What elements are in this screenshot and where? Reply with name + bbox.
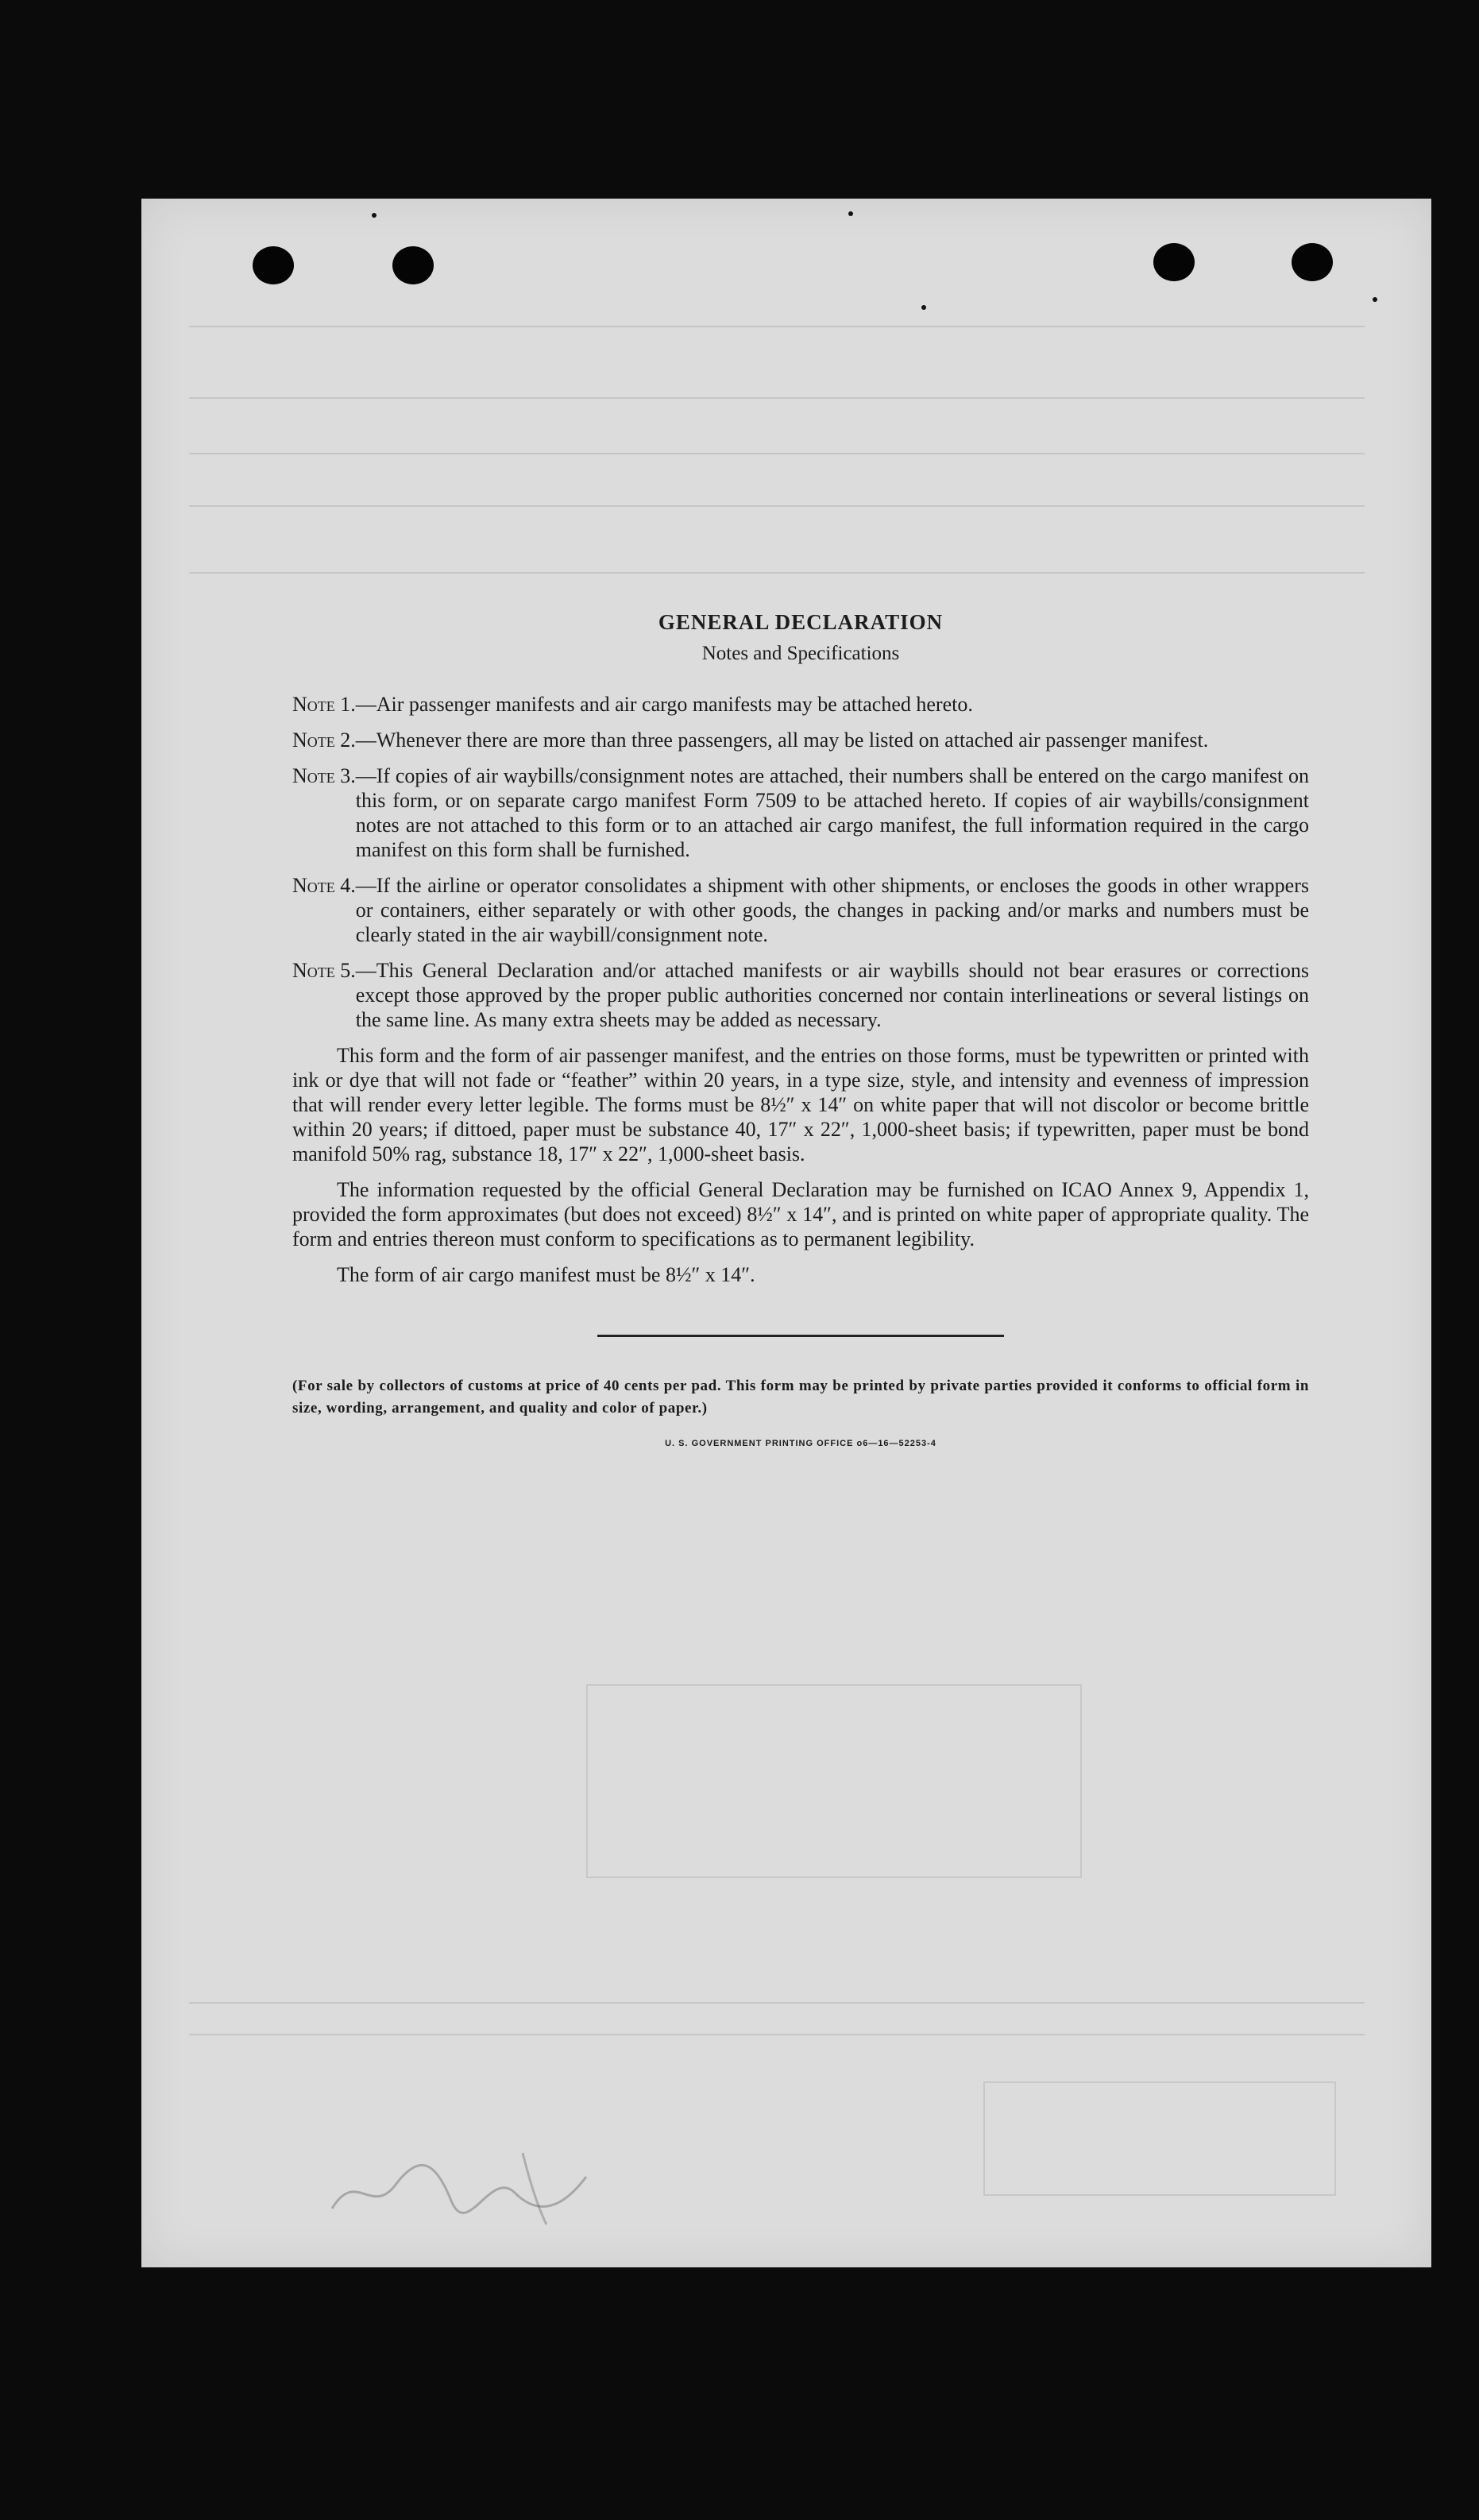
- bleed-through-table: [983, 2081, 1336, 2196]
- note-label: Note 5.: [292, 959, 356, 982]
- note-1: [292, 692, 1309, 717]
- document-subtitle: Notes and Specifications: [701, 643, 900, 664]
- document-title: GENERAL DECLARATION: [658, 610, 944, 634]
- note-label: Note 2.: [292, 729, 356, 752]
- scan-speck: [848, 211, 853, 216]
- punch-hole-left-2: [392, 246, 434, 284]
- declaration-notes: [292, 610, 1309, 1448]
- bleed-through-line: [189, 326, 1365, 327]
- bleed-through-line: [189, 453, 1365, 454]
- bleed-through-line: [189, 505, 1365, 507]
- bleed-through-table: [586, 1684, 1082, 1878]
- scanned-page: [141, 199, 1431, 2267]
- bleed-through-line: [189, 572, 1365, 574]
- specification-paragraph: The form of air cargo manifest must be 8½″ x 14″.: [337, 1263, 755, 1286]
- signature-bleed-through: [324, 2137, 626, 2232]
- bleed-through-line: [189, 2034, 1365, 2035]
- bleed-through-line: [189, 2002, 1365, 2004]
- printing-office-imprint: U. S. GOVERNMENT PRINTING OFFICE o6—16—52253-4: [665, 1439, 936, 1448]
- note-3: [292, 763, 1309, 862]
- specification-paragraph: The information requested by the official General Declaration may be furnished on ICAO Annex 9, Appendix 1, provided the form approximates (but does not exceed) 8½″ x 14″, and is printed on white paper of appropriate quality. The form and entries thereon must conform to specifications as to permanent legibility.: [292, 1178, 1309, 1250]
- note-text: —If copies of air waybills/consignment notes are attached, their numbers shall be entered on the cargo manifest on this form, or on separate cargo manifest Form 7509 to be attached hereto. If copies of air waybills/consignment notes are not attached to this form or to an attached air cargo manifest, the full information required in the cargo manifest on this form shall be furnished.: [355, 764, 1309, 861]
- note-label: Note 4.: [292, 874, 356, 897]
- note-text: —Whenever there are more than three passengers, all may be listed on attached air passenger manifest.: [355, 729, 1209, 752]
- bleed-through-line: [189, 397, 1365, 399]
- scan-speck: [372, 213, 377, 218]
- specification-paragraph: This form and the form of air passenger manifest, and the entries on those forms, must be typewritten or printed with ink or dye that will not fade or “feather” within 20 years, in a type size, style, and intensity and evenness of impression that will render every letter legible. The forms must be 8½″ x 14″ on white paper that will not discolor or become brittle within 20 years; if dittoed, paper must be substance 40, 17″ x 22″, 1,000-sheet basis; if typewritten, paper must be bond manifold 50% rag, substance 18, 17″ x 22″, 1,000-sheet basis.: [292, 1044, 1309, 1165]
- note-5: [292, 958, 1309, 1032]
- horizontal-rule: [597, 1335, 1004, 1337]
- note-text: —If the airline or operator consolidates a shipment with other shipments, or encloses the goods in other wrappers or containers, either separately or with other goods, the changes in packing and/or marks and numbers must be clearly stated in the air waybill/consignment note.: [355, 874, 1309, 946]
- punch-hole-left-1: [253, 246, 294, 284]
- punch-hole-right-1: [1153, 243, 1195, 281]
- note-label: Note 1.: [292, 693, 356, 716]
- scan-speck: [921, 305, 926, 310]
- punch-hole-right-2: [1292, 243, 1333, 281]
- note-4: [292, 873, 1309, 947]
- sale-notice: (For sale by collectors of customs at price of 40 cents per pad. This form may be printed by private parties provided it conforms to official form in size, wording, arrangement, and quality and color of paper.): [292, 1378, 1309, 1417]
- note-2: [292, 728, 1309, 752]
- note-text: —This General Declaration and/or attached manifests or air waybills should not bear erasures or corrections except those approved by the proper public authorities concerned nor contain interlineations or several listings on the same line. As many extra sheets may be added as necessary.: [355, 959, 1309, 1031]
- scan-speck: [1373, 297, 1377, 302]
- note-text: —Air passenger manifests and air cargo manifests may be attached hereto.: [355, 693, 973, 716]
- note-label: Note 3.: [292, 764, 356, 787]
